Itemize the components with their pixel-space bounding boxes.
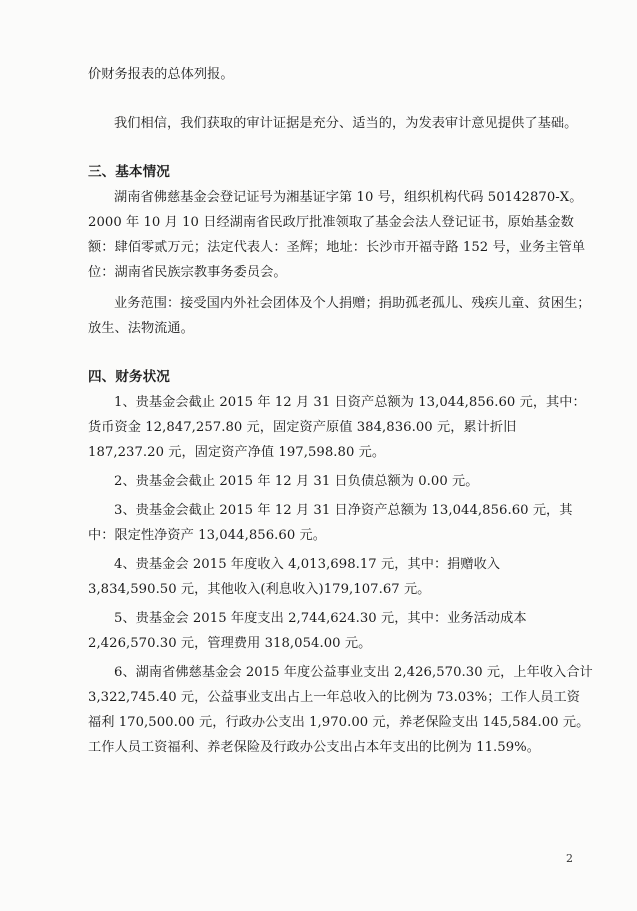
financial-item: 3、贵基金会截止 2015 年 12 月 31 日净资产总额为 13,044,856.60 元，其中：限定性净资产 13,044,856.60 元。: [88, 503, 573, 543]
financial-item: 4、贵基金会 2015 年度收入 4,013,698.17 元，其中：捐赠收入 3,834,590.50 元，其他收入(利息收入)179,107.67 元。: [88, 557, 501, 597]
business-scope-paragraph: 业务范围：接受国内外社会团体及个人捐赠；捐助孤老孤儿、残疾儿童、贫困生；放生、法物流通。: [88, 296, 591, 336]
document-body: [88, 62, 593, 760]
financial-item: 2、贵基金会截止 2015 年 12 月 31 日负债总额为 0.00 元。: [114, 474, 479, 489]
opinion-basis-paragraph: 我们相信，我们获取的审计证据是充分、适当的，为发表审计意见提供了基础。: [114, 116, 578, 131]
financial-item: 6、湖南省佛慈基金会 2015 年度公益事业支出 2,426,570.30 元，上年收入合计 3,322,745.40 元，公益事业支出占上一年总收入的比例为 73.03%；工作人员工资福利 170,500.00 元，行政办公支出 1,970.00 元，养老保险支出 145,584.00 元。工作人员工资福利、养老保险及行政办公支出占本年支出的比例为 11.59%。: [88, 665, 593, 755]
continuation-line: 价财务报表的总体列报。: [88, 67, 234, 82]
basic-info-paragraph: 湖南省佛慈基金会登记证号为湘基证字第 10 号，组织机构代码 50142870-X。2000 年 10 月 10 日经湖南省民政厅批准领取了基金会法人登记证书，原始基金数额：肆佰零贰万元；法定代表人：圣辉；地址：长沙市开福寺路 152 号，业务主管单位：湖南省民族宗教事务委员会。: [88, 190, 586, 280]
section-heading-financial-status: 四、财务状况: [88, 369, 170, 385]
financial-item: 5、贵基金会 2015 年度支出 2,744,624.30 元，其中：业务活动成本 2,426,570.30 元，管理费用 318,054.00 元。: [88, 611, 527, 651]
page-number: 2: [566, 852, 573, 865]
financial-item: 1、贵基金会截止 2015 年 12 月 31 日资产总额为 13,044,856.60 元，其中：货币资金 12,847,257.80 元，固定资产原值 384,836.00 元，累计折旧 187,237.20 元，固定资产净值 197,598.80 元。: [88, 395, 586, 460]
section-heading-basic-info: 三、基本情况: [88, 164, 170, 180]
